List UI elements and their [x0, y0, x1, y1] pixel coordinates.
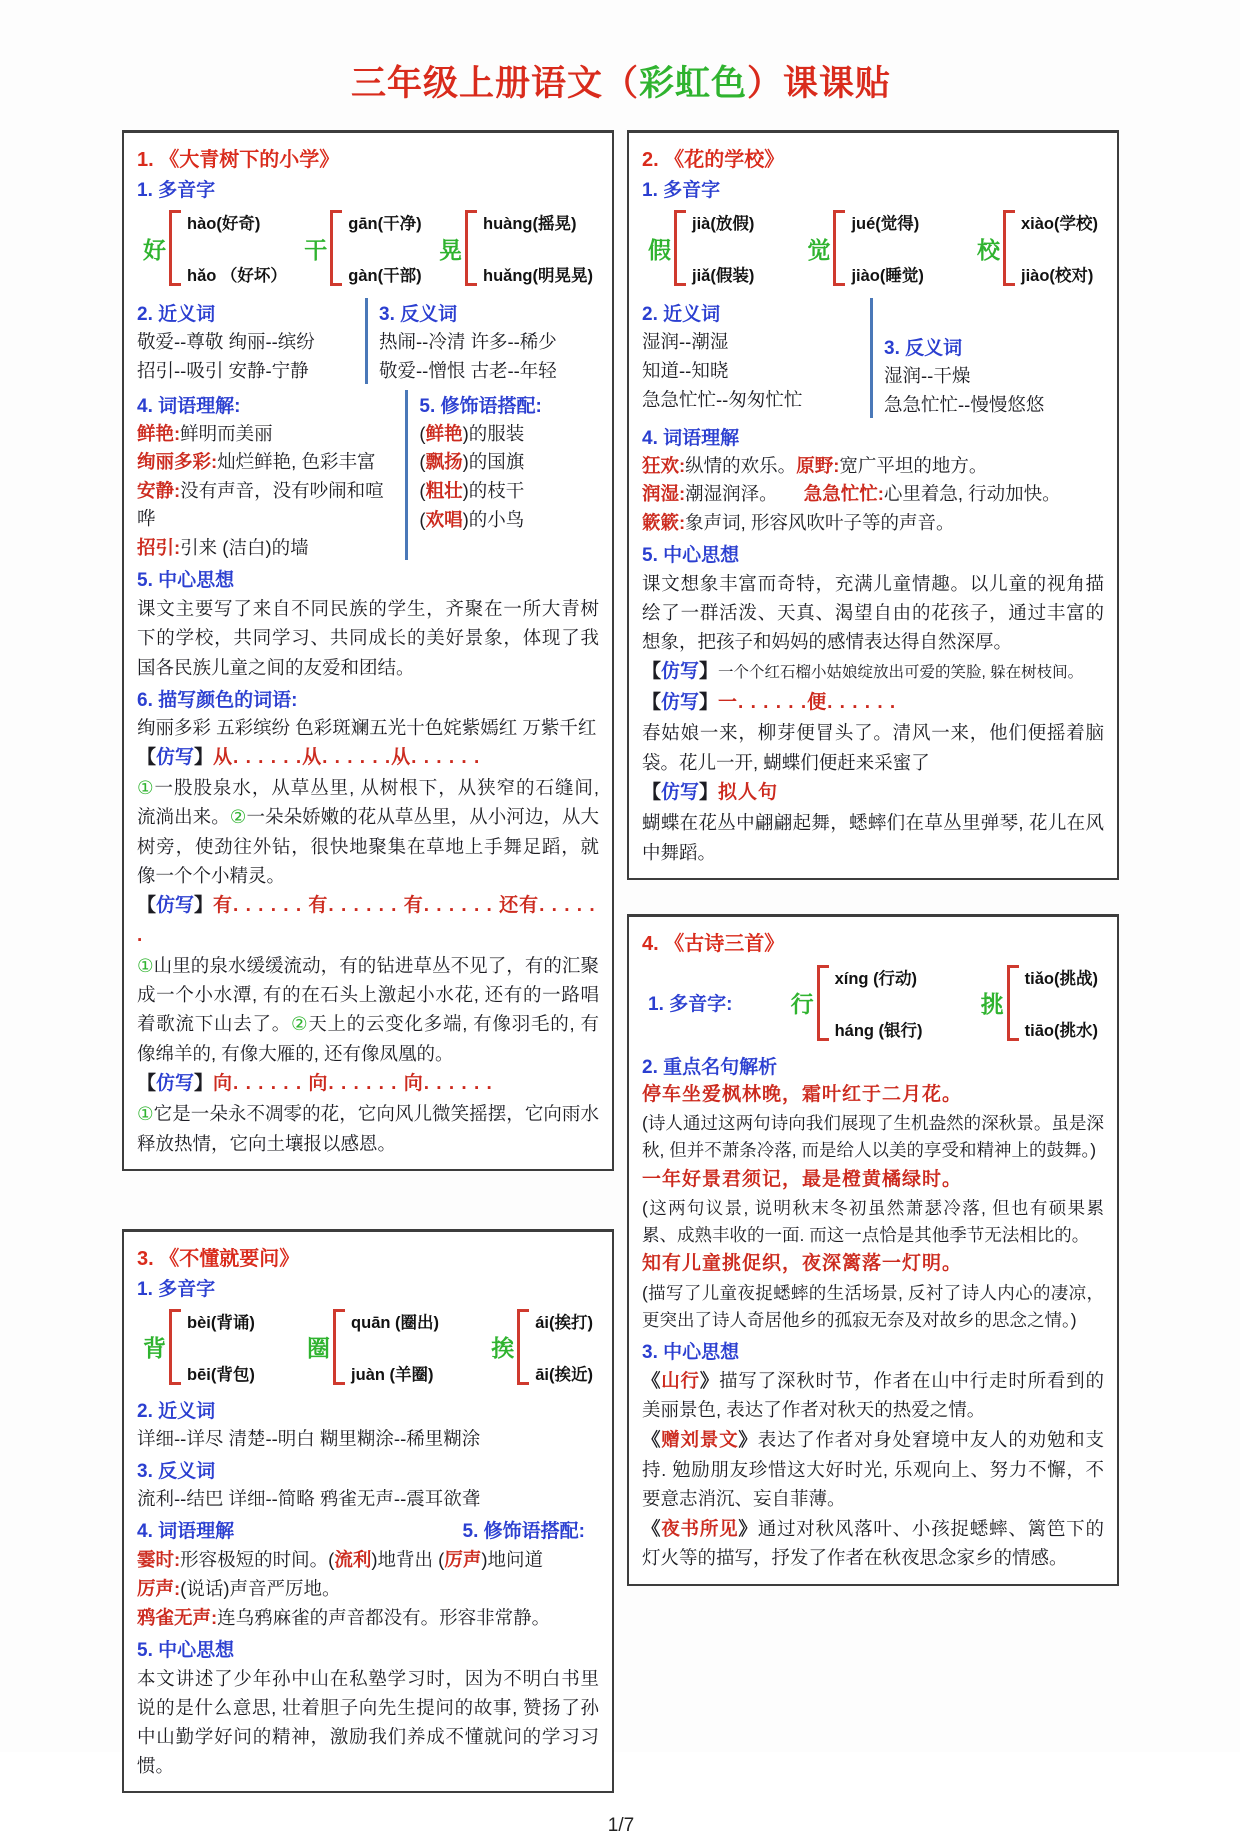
synonym-antonym-section [642, 296, 1104, 420]
brace-icon [169, 1309, 181, 1385]
duoyin-item [648, 210, 754, 286]
vocab-def: 形容极短的时间。( [180, 1549, 335, 1571]
example-sentence: 它是一朵永不凋零的花，它向风儿微笑摇摆，它向雨水释放热情，它向土壤报以感恩。 [137, 1103, 599, 1154]
pronunciation: quān (圈出) [351, 1313, 440, 1332]
bracket: 【 [137, 1072, 157, 1094]
duoyin-entries [1021, 210, 1098, 286]
two-column-layout [122, 130, 1120, 1793]
modifier-word: 粗壮 [425, 480, 463, 501]
fangxie-header [137, 891, 599, 950]
circled-number: ② [290, 1013, 309, 1035]
bracket: 】 [194, 1072, 214, 1094]
pronunciation: juàn (羊圈) [351, 1365, 434, 1384]
synonym-column [642, 296, 862, 420]
vocab-def: )地问道 [481, 1549, 544, 1571]
vocab-line [137, 534, 397, 562]
brace-icon [169, 210, 181, 286]
brace-icon [517, 1309, 529, 1385]
fangxie-label [137, 747, 213, 768]
vocab-term: 霎时: [137, 1549, 181, 1571]
vocab-term: 鸦雀无声: [137, 1606, 218, 1628]
vocab-def: 没有声音，没有吵闹和喧哗 [137, 480, 384, 529]
page-title-part1: 三年级上册语文（ [350, 64, 639, 103]
modifier-word: 厉声 [444, 1549, 482, 1571]
section-heading-duoyinzi: 1. 多音字 [137, 180, 216, 201]
text-line: 流利--结巴 详细--简略 鸦雀无声--震耳欲聋 [137, 1487, 481, 1509]
duoyin-entries [1025, 965, 1098, 1041]
lesson-box-2 [627, 130, 1119, 880]
paren: ( [419, 480, 426, 501]
left-column [122, 130, 614, 1793]
brace-icon [674, 210, 686, 286]
section-heading-zhongxin: 5. 中心思想 [642, 544, 740, 566]
section-heading-jinyici: 2. 近义词 [137, 304, 216, 325]
poem-line: 知有儿童挑促织，夜深篱落一灯明。 [642, 1253, 963, 1275]
bracket: 【 [642, 691, 662, 713]
poem-title: 夜书所见 [661, 1518, 739, 1540]
duoyin-entries [187, 210, 287, 286]
fangxie-text [137, 1099, 599, 1157]
fangxie-text: 春姑娘一来，柳芽便冒头了。清风一来，他们便摇着脑袋。花儿一开, 蝴蝶们便赶来采蜜了 [642, 722, 1104, 773]
pronunciation: jià(放假) [692, 215, 755, 233]
pronunciation: jué(觉得) [851, 215, 920, 233]
example-sentence: 天上的云变化多端, 有像羽毛的, 有像绵羊的, 有像大雁的, 还有像凤凰的。 [137, 1013, 599, 1064]
modifier-line [419, 448, 599, 476]
vocab-modifier-headings [137, 1513, 599, 1545]
fangxie-pattern: 一. . . . . .便. . . . . . [718, 691, 897, 713]
fangxie-word: 仿写 [661, 691, 700, 713]
vocab-modifier-section [137, 388, 599, 563]
vocab-def: 象声词, 形容风吹叶子等的声音。 [685, 512, 955, 533]
vocab-term: 狂欢: [642, 454, 686, 476]
pronunciation: xíng (行动) [834, 969, 918, 988]
poem-note: (这两句议景, 说明秋末冬初虽然萧瑟冷落, 但也有硕果累累、成熟丰收的一面. 而这一点恰是其他季节无法相比的。 [642, 1198, 1104, 1246]
section-heading-yanse: 6. 描写颜色的词语: [137, 689, 298, 711]
example-sentence: 一朵朵娇嫩的花从草丛里，从小河边，从大树旁，使劲往外钻，很快地聚集在草地上手舞足蹈，就像一个个小精灵。 [137, 806, 599, 886]
text-line: 知道--知晓 [642, 359, 729, 381]
section-heading-ciyu: 4. 词语理解 [642, 427, 740, 449]
fangxie-pattern: 有. . . . . . 有. . . . . . 有. . . . . . 还有. . . . . . [137, 895, 596, 946]
text-line: 招引--吸引 安静-宁静 [137, 359, 309, 381]
vocab-def: 连乌鸦麻雀的声音都没有。形容非常静。 [217, 1606, 551, 1628]
antonym-column [379, 296, 599, 386]
modifier-column [419, 388, 599, 563]
section-heading-zhongxin: 5. 中心思想 [137, 570, 235, 592]
vocab-def: 灿烂鲜艳, 色彩丰富 [217, 451, 376, 473]
section-heading-jinyici: 2. 近义词 [137, 1400, 216, 1422]
synonym-column [137, 296, 357, 386]
modifier-rest: )的小鸟 [462, 508, 525, 530]
fangxie-label [642, 692, 718, 713]
section-heading-zhongxin: 3. 中心思想 [642, 1342, 740, 1364]
brace-icon [1007, 965, 1019, 1041]
fangxie-label [137, 895, 213, 916]
text-line: 湿润--潮湿 [642, 331, 729, 352]
fangxie-word: 仿写 [661, 661, 700, 683]
pronunciation: jiào(睡觉) [851, 267, 924, 285]
pronunciation: tiǎo(挑战) [1024, 969, 1098, 988]
section-heading-zhongxin: 5. 中心思想 [137, 1639, 235, 1661]
text-line: 热闹--冷清 许多--稀少 [379, 331, 557, 352]
pronunciation: tiāo(挑水) [1024, 1021, 1098, 1040]
bracket: 【 [642, 781, 662, 803]
poem-note: (诗人通过这两句诗向我们展现了生机盎然的深秋景。虽是深秋, 但并不萧条冷落, 而是给人以美的享受和精神上的鼓舞。) [642, 1113, 1104, 1161]
modifier-word: 流利 [334, 1549, 372, 1571]
duoyin-item [143, 210, 287, 286]
pronunciation: āi(挨近) [535, 1365, 593, 1384]
vocab-def: 引来 (洁白)的墙 [180, 536, 309, 558]
bracket: 【 [642, 661, 662, 683]
vocab-def: 鲜明而美丽 [180, 422, 273, 444]
vocab-term: 润湿: [642, 483, 686, 505]
example-sentence: 一个个红石榴小姑娘绽放出可爱的笑脸, 躲在树枝间。 [718, 664, 1084, 682]
duoyin-char: 觉 [807, 236, 831, 263]
vocab-line [137, 1604, 599, 1632]
bracket: 】 [699, 661, 719, 683]
section-heading-jinyici: 2. 近义词 [642, 304, 721, 325]
duoyin-char: 假 [648, 236, 671, 263]
vocab-term: 招引: [137, 536, 181, 558]
vocab-line [137, 1575, 599, 1603]
fangxie-word: 仿写 [661, 781, 700, 803]
circled-number: ② [229, 806, 247, 828]
bracket: 》 [738, 1429, 758, 1451]
section-heading-fanyici: 3. 反义词 [379, 304, 458, 325]
fangxie-pattern: 从. . . . . .从. . . . . .从. . . . . . [213, 746, 481, 768]
central-idea-text: 课文想象丰富而奇特，充满儿童情趣。以儿童的视角描绘了一群活泼、天真、渴望自由的花孩子，通过丰富的想象，把孩子和妈妈的感情表达得自然深厚。 [642, 572, 1104, 653]
text-line: 详细--详尽 清楚--明白 糊里糊涂--稀里糊涂 [137, 1427, 481, 1449]
antonym-column [884, 296, 1104, 420]
vocab-term: 急急忙忙: [803, 483, 884, 505]
duoyin-entries [851, 210, 923, 286]
pronunciation: bēi(背包) [187, 1365, 255, 1384]
divider [405, 390, 408, 561]
lesson-title: 2. 《花的学校》 [642, 149, 785, 171]
duoyin-char: 晃 [439, 236, 462, 263]
pronunciation: gàn(干部) [348, 267, 422, 285]
brace-icon [330, 210, 342, 286]
duoyin-char: 干 [304, 236, 328, 263]
duoyin-char: 行 [790, 991, 814, 1018]
bracket: 】 [194, 746, 214, 768]
duoyin-entries [187, 1309, 255, 1385]
duoyin-entries [483, 210, 593, 286]
section-heading-fanyici: 3. 反义词 [884, 338, 963, 359]
vocab-def: (说话)声音严厉地。 [180, 1578, 341, 1600]
vocab-def: )地背出 ( [371, 1549, 445, 1571]
text-line: 敬爱--憎恨 古老--年轻 [379, 359, 557, 381]
pronunciation: háng (银行) [834, 1021, 923, 1040]
section-heading-duoyinzi: 1. 多音字 [137, 1278, 216, 1300]
vocab-line [137, 448, 397, 476]
duoyin-char: 好 [143, 236, 166, 263]
fangxie-pattern: 向. . . . . . 向. . . . . . 向. . . . . . [213, 1072, 493, 1094]
lesson-box-4 [627, 914, 1119, 1586]
brace-icon [465, 210, 477, 286]
duoyin-char: 挨 [491, 1335, 515, 1362]
fangxie-label [137, 1073, 213, 1094]
duoyin-entries [348, 210, 421, 286]
bracket: 】 [699, 691, 719, 713]
fangxie-word: 仿写 [156, 895, 195, 917]
section-heading-duoyinzi: 1. 多音字: [648, 994, 733, 1016]
modifier-line [419, 477, 599, 505]
section-heading-fanyici: 3. 反义词 [137, 1460, 216, 1482]
fangxie-word: 仿写 [156, 746, 195, 768]
brace-icon [833, 210, 845, 286]
modifier-word: 鲜艳 [425, 422, 463, 444]
fangxie-header [137, 743, 599, 773]
brace-icon [817, 965, 829, 1041]
duoyin-char: 校 [976, 236, 1000, 263]
modifier-rest: )的国旗 [462, 451, 525, 473]
bracket: 【 [137, 895, 157, 917]
vocab-term: 安静: [137, 480, 181, 501]
lesson-title: 4. 《古诗三首》 [642, 932, 785, 955]
duoyin-char: 背 [143, 1335, 166, 1362]
vocab-def: 纵情的欢乐。 [685, 454, 797, 476]
vocab-term: 厉声: [137, 1578, 181, 1600]
lesson-box-1 [122, 130, 614, 1171]
duoyin-row [137, 204, 599, 294]
duoyin-item [791, 965, 923, 1041]
modifier-line [419, 506, 599, 534]
color-words-line: 绚丽多彩 五彩缤纷 色彩斑斓五光十色姹紫嫣红 万紫千红 [137, 716, 597, 738]
work-summary-text: 表达了作者对身处窘境中友人的劝勉和支持. 勉励朋友珍惜这大好时光, 乐观向上、努力不懈，不要意志消沉、妄自菲薄。 [642, 1429, 1104, 1509]
vocab-column [137, 388, 397, 563]
vocab-term: 簌簌: [642, 512, 686, 533]
work-summary-text: 通过对秋风落叶、小孩捉蟋蟀、篱笆下的灯火等的描写，抒发了作者在秋夜思念家乡的情感。 [642, 1518, 1104, 1569]
pronunciation: jiǎ(假装) [692, 267, 755, 285]
circled-number: ① [137, 955, 154, 977]
duoyin-item [977, 210, 1098, 286]
vocab-def: 心里着急, 行动加快。 [883, 483, 1061, 505]
duoyin-item [491, 1309, 593, 1385]
fangxie-header [642, 657, 1104, 687]
vocab-line [642, 480, 1104, 508]
fangxie-word: 仿写 [156, 1072, 195, 1094]
fangxie-text [137, 773, 599, 890]
page-title-rainbow: 彩虹色 [638, 64, 747, 103]
work-summary [642, 1425, 1104, 1513]
fangxie-text [137, 951, 599, 1068]
text-line: 急急忙忙--慢慢悠悠 [884, 393, 1045, 415]
duoyin-item [981, 965, 1098, 1041]
duoyin-item [307, 1309, 439, 1385]
duoyin-entries [835, 965, 923, 1041]
section-heading-xiushi: 5. 修饰语搭配: [462, 1521, 585, 1543]
duoyin-item [807, 210, 923, 286]
section-heading-xiushi: 5. 修饰语搭配: [419, 395, 542, 417]
page-title-part3: ）课课贴 [747, 64, 892, 103]
duoyin-row [137, 1303, 599, 1393]
pronunciation: hǎo （好坏） [187, 267, 287, 285]
circled-number: ① [137, 777, 155, 799]
work-summary-text: 描写了深秋时节，作者在山中行走时所看到的美丽景色, 表达了作者对秋天的热爱之情。 [642, 1370, 1104, 1421]
duoyin-entries [692, 210, 754, 286]
fangxie-label [642, 661, 718, 682]
vocab-term: 原野: [796, 454, 840, 476]
vocab-def: 宽广平坦的地方。 [839, 454, 988, 476]
paren: ( [419, 451, 426, 473]
circled-number: ① [137, 1103, 154, 1125]
paren: ( [419, 422, 426, 444]
page-title [122, 56, 1120, 106]
pronunciation: xiào(学校) [1020, 215, 1098, 233]
bracket: 《 [642, 1370, 662, 1392]
brace-icon [1003, 210, 1015, 286]
fangxie-header [642, 778, 1104, 808]
modifier-word: 飘扬 [425, 451, 463, 473]
pronunciation: hào(好奇) [187, 215, 261, 233]
bracket: 》 [699, 1370, 720, 1392]
duoyin-item [439, 210, 593, 286]
modifier-word: 欢唱 [425, 508, 463, 530]
pronunciation: ái(挨打) [535, 1313, 593, 1332]
divider [870, 298, 873, 418]
poem-line: 停车坐爱枫林晚，霜叶红于二月花。 [642, 1083, 963, 1105]
lesson-title: 3. 《不懂就要问》 [137, 1247, 300, 1270]
fangxie-label [642, 782, 718, 803]
duoyin-char: 挑 [980, 991, 1004, 1018]
example-sentence: 山里的泉水缓缓流动，有的钻进草丛不见了，有的汇聚成一个小水潭, 有的在石头上激起小水花, 还有的一路唱着歌流下山去了。 [137, 955, 599, 1035]
divider [365, 298, 368, 384]
poem-note: (描写了儿童夜捉蟋蟀的生活场景, 反衬了诗人内心的凄凉，更突出了诗人奇居他乡的孤寂无奈及对故乡的思念之情。) [642, 1282, 1104, 1330]
work-summary [642, 1514, 1104, 1572]
example-sentence: 一股股泉水，从草丛里, 从树根下，从狭窄的石缝间, 流淌出来。 [137, 777, 599, 828]
duoyin-char: 圈 [307, 1335, 331, 1362]
lesson-box-3 [122, 1229, 614, 1794]
page-number: 1/7 [607, 1815, 635, 1837]
bracket: 【 [137, 746, 157, 768]
fangxie-text: 蝴蝶在花丛中翩翩起舞，蟋蟀们在草丛里弹琴, 花儿在风中舞蹈。 [642, 812, 1104, 863]
vocab-line [137, 1546, 599, 1574]
text-line: 湿润--干燥 [884, 365, 971, 386]
pronunciation: gān(干净) [348, 215, 422, 233]
fangxie-pattern: 拟人句 [718, 781, 779, 803]
bracket: 】 [699, 781, 719, 803]
brace-icon [333, 1309, 345, 1385]
pronunciation: huàng(摇晃) [483, 215, 577, 233]
text-line: 急急忙忙--匆匆忙忙 [642, 388, 803, 410]
text-line: 敬爱--尊敬 绚丽--缤纷 [137, 331, 315, 352]
central-idea-text: 课文主要写了来自不同民族的学生，齐聚在一所大青树下的学校，共同学习、共同成长的美好景象，体现了我国各民族儿童之间的友爱和团结。 [137, 598, 599, 678]
duoyin-row [642, 204, 1104, 294]
poem-title: 山行 [661, 1370, 700, 1392]
duoyin-row [642, 959, 1104, 1049]
modifier-rest: )的服装 [462, 422, 525, 444]
bracket: 】 [194, 895, 214, 917]
pronunciation: huǎng(明晃晃) [483, 267, 593, 285]
modifier-rest: )的枝干 [462, 480, 525, 501]
central-idea-text: 本文讲述了少年孙中山在私塾学习时，因为不明白书里说的是什么意思, 壮着胆子向先生提问的故事, 赞扬了孙中山勤学好问的精神，激励我们养成不懂就问的学习习惯。 [137, 1667, 599, 1777]
vocab-line [137, 420, 397, 448]
section-heading-duoyinzi: 1. 多音字 [642, 180, 721, 201]
work-summary [642, 1366, 1104, 1424]
fangxie-header [642, 688, 1104, 718]
duoyin-item [304, 210, 421, 286]
bracket: 》 [738, 1518, 758, 1540]
pronunciation: bèi(背诵) [187, 1313, 255, 1332]
duoyin-entries [535, 1309, 593, 1385]
synonym-antonym-section [137, 296, 599, 386]
right-column [627, 130, 1119, 1586]
modifier-line [419, 420, 599, 448]
poem-line: 一年好景君须记，最是橙黄橘绿时。 [642, 1168, 963, 1190]
pronunciation: jiào(校对) [1020, 267, 1094, 285]
poem-title: 赠刘景文 [661, 1429, 739, 1451]
vocab-term: 鲜艳: [137, 422, 181, 444]
duoyin-item [143, 1309, 255, 1385]
vocab-term: 绚丽多彩: [137, 451, 218, 473]
duoyin-entries [351, 1309, 439, 1385]
fangxie-header [137, 1069, 599, 1099]
bracket: 《 [642, 1518, 662, 1540]
vocab-line [642, 452, 1104, 480]
lesson-title: 1. 《大青树下的小学》 [137, 149, 340, 171]
paren: ( [419, 508, 426, 530]
section-heading-mingju: 2. 重点名句解析 [642, 1056, 778, 1078]
section-heading-ciyu: 4. 词语理解: [137, 395, 241, 417]
bracket: 《 [642, 1429, 662, 1451]
vocab-line [642, 509, 1104, 537]
vocab-def: 潮湿润泽。 [685, 483, 778, 505]
section-heading-ciyu: 4. 词语理解 [137, 1521, 235, 1543]
vocab-line [137, 477, 397, 533]
